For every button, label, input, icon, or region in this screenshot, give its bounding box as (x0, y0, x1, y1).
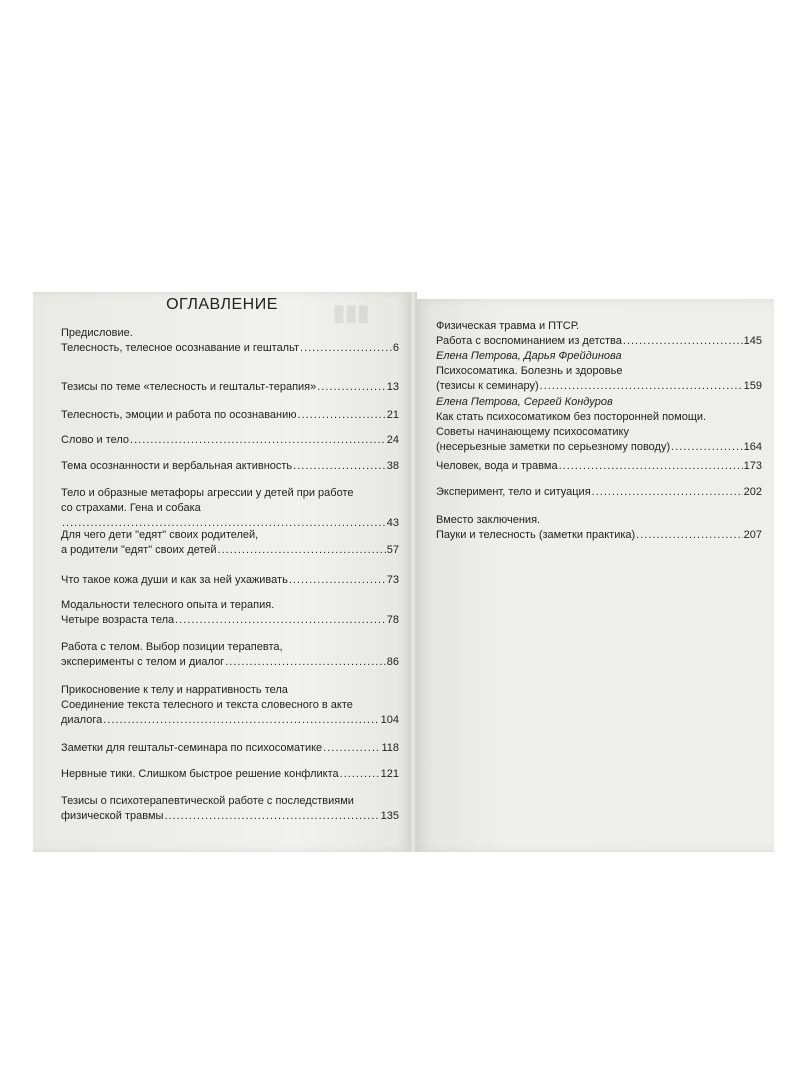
dot-leader (317, 380, 386, 395)
toc-entry[interactable] (61, 794, 399, 824)
entry-title-line: Четыре возраста тела (61, 614, 175, 626)
dot-leader (289, 573, 386, 588)
page-number: 6 (392, 342, 399, 354)
dot-leader (559, 459, 743, 474)
page-number: 13 (386, 381, 399, 393)
entry-last-row (61, 767, 399, 782)
dot-leader (671, 440, 743, 455)
page-number: 24 (386, 434, 399, 446)
page-number: 38 (386, 460, 399, 472)
entry-title-line: Пауки и телесность (заметки практика) (436, 529, 636, 541)
entry-title-line: Заметки для гештальт-семинара по психосоматике (61, 742, 323, 754)
entry-title-line: Тело и образные метафоры агрессии у детей при работе (61, 487, 354, 499)
dot-leader (218, 543, 386, 558)
dot-leader (130, 433, 386, 448)
open-book (33, 292, 774, 852)
entry-title-line: Для чего дети "едят" своих родителей, (61, 529, 259, 541)
page-number: 104 (380, 714, 399, 726)
dot-leader (103, 713, 379, 728)
entry-title-line: Телесность, эмоции и работа по осознаванию (61, 409, 297, 421)
entry-last-row (61, 543, 399, 558)
toc-entry[interactable] (436, 459, 762, 474)
entry-title-line: со страхами. Гена и собака (61, 502, 201, 514)
dot-leader (636, 528, 742, 543)
entry-title-line: Слово и тело (61, 434, 130, 446)
entry-title-line: Нервные тики. Слишком быстрое решение конфликта (61, 768, 339, 780)
entry-title-line: Как стать психосоматиком без посторонней помощи. (436, 411, 707, 423)
entry-author: Елена Петрова, Дарья Фрейдинова (436, 350, 622, 362)
toc-entry[interactable] (61, 683, 399, 728)
dot-leader (164, 809, 379, 824)
page-title: ОГЛАВЛЕНИЕ (166, 296, 278, 313)
toc-entry[interactable] (61, 380, 399, 395)
entry-last-row (61, 573, 399, 588)
page-number: 57 (386, 544, 399, 556)
entry-title-line: Прикосновение к телу и нарративность тела (61, 684, 288, 696)
page-number: 159 (743, 380, 762, 392)
bleed-through-logo: ▮▮▮ (333, 300, 370, 325)
entry-title-line: Предисловие. (61, 327, 133, 339)
entry-title-line: физической травмы (61, 810, 164, 822)
entry-last-row (436, 379, 762, 394)
toc-entry[interactable] (61, 598, 399, 628)
page-number: 86 (386, 656, 399, 668)
dot-leader (225, 655, 386, 670)
page-number: 135 (380, 810, 399, 822)
page-number: 121 (380, 768, 399, 780)
page-number: 202 (743, 486, 762, 498)
dot-leader (540, 379, 743, 394)
toc-entry[interactable] (61, 640, 399, 670)
entry-title-line: (несерьезные заметки по серьезному поводу) (436, 441, 671, 453)
entry-last-row (436, 528, 762, 543)
toc-entry[interactable] (436, 513, 762, 543)
page-number: 164 (743, 441, 762, 453)
dot-leader (592, 485, 743, 500)
entry-last-row (61, 380, 399, 395)
entry-last-row (61, 613, 399, 628)
dot-leader (298, 408, 386, 423)
entry-title-line: Что такое кожа души и как за ней ухаживать (61, 574, 288, 586)
entry-last-row (436, 459, 762, 474)
entry-last-row (61, 655, 399, 670)
toc-entry[interactable] (61, 326, 399, 356)
entry-title-line: Соединение текста телесного и текста словесного в акте (61, 699, 353, 711)
entry-last-row (436, 334, 762, 349)
entry-title-line: Эксперимент, тело и ситуация (436, 486, 591, 498)
entry-title-line: Телесность, телесное осознавание и гештальт (61, 342, 300, 354)
entry-title-line: Модальности телесного опыта и терапия. (61, 599, 275, 611)
dot-leader (323, 741, 380, 756)
page-number: 78 (386, 614, 399, 626)
entry-last-row (436, 485, 762, 500)
entry-title-line: Работа с телом. Выбор позиции терапевта, (61, 641, 283, 653)
entry-last-row (436, 440, 762, 455)
dot-leader (293, 459, 386, 474)
page-number: 173 (743, 460, 762, 472)
toc-entry[interactable] (61, 767, 399, 782)
entry-title-line: (тезисы к семинару) (436, 380, 539, 392)
toc-entry[interactable] (61, 528, 399, 558)
entry-last-row (61, 459, 399, 474)
toc-entry[interactable] (61, 573, 399, 588)
toc-entry[interactable] (61, 433, 399, 448)
entry-last-row (61, 408, 399, 423)
entry-author: Елена Петрова, Сергей Кондуров (436, 396, 613, 408)
entry-title-line: Тема осознанности и вербальная активность (61, 460, 293, 472)
entry-title-line: Физическая травма и ПТСР. (436, 320, 580, 332)
entry-title-line: Советы начинающему психосоматику (436, 426, 629, 438)
page-number: 21 (386, 409, 399, 421)
dot-leader (175, 613, 386, 628)
page-number: 118 (381, 742, 399, 754)
toc-entry[interactable] (436, 319, 762, 349)
left-page (33, 292, 411, 852)
entry-last-row (61, 433, 399, 448)
entry-title-line: эксперименты с телом и диалог (61, 656, 225, 668)
toc-entry[interactable] (61, 741, 399, 756)
entry-title-line: а родители "едят" своих детей (61, 544, 217, 556)
dot-leader (623, 334, 743, 349)
page-number: 73 (386, 574, 399, 586)
entry-last-row (61, 809, 399, 824)
toc-entry[interactable] (436, 485, 762, 500)
entry-title-line: диалога (61, 714, 103, 726)
toc-entry[interactable] (61, 408, 399, 423)
entry-title-line: Работа с воспоминанием из детства (436, 335, 622, 347)
toc-entry[interactable] (61, 459, 399, 474)
toc-entry[interactable] (436, 349, 762, 394)
entry-last-row (61, 341, 399, 356)
entry-title-line: Вместо заключения. (436, 514, 541, 526)
entry-title-line: Человек, вода и травма (436, 460, 558, 472)
entry-title-line: Тезисы по теме «телесность и гештальт-терапия» (61, 381, 317, 393)
dot-leader (300, 341, 392, 356)
entry-title-line: Психосоматика. Болезнь и здоровье (436, 365, 623, 377)
dot-leader (340, 767, 380, 782)
entry-last-row (61, 741, 399, 756)
page-number: 43 (386, 517, 399, 529)
page-number: 145 (743, 335, 762, 347)
toc-entry[interactable] (436, 395, 762, 455)
entry-title-line: Тезисы о психотерапевтической работе с последствиями (61, 795, 354, 807)
page-number: 207 (743, 529, 762, 541)
right-page (416, 299, 774, 852)
toc-entry[interactable] (61, 486, 399, 531)
entry-last-row (61, 713, 399, 728)
